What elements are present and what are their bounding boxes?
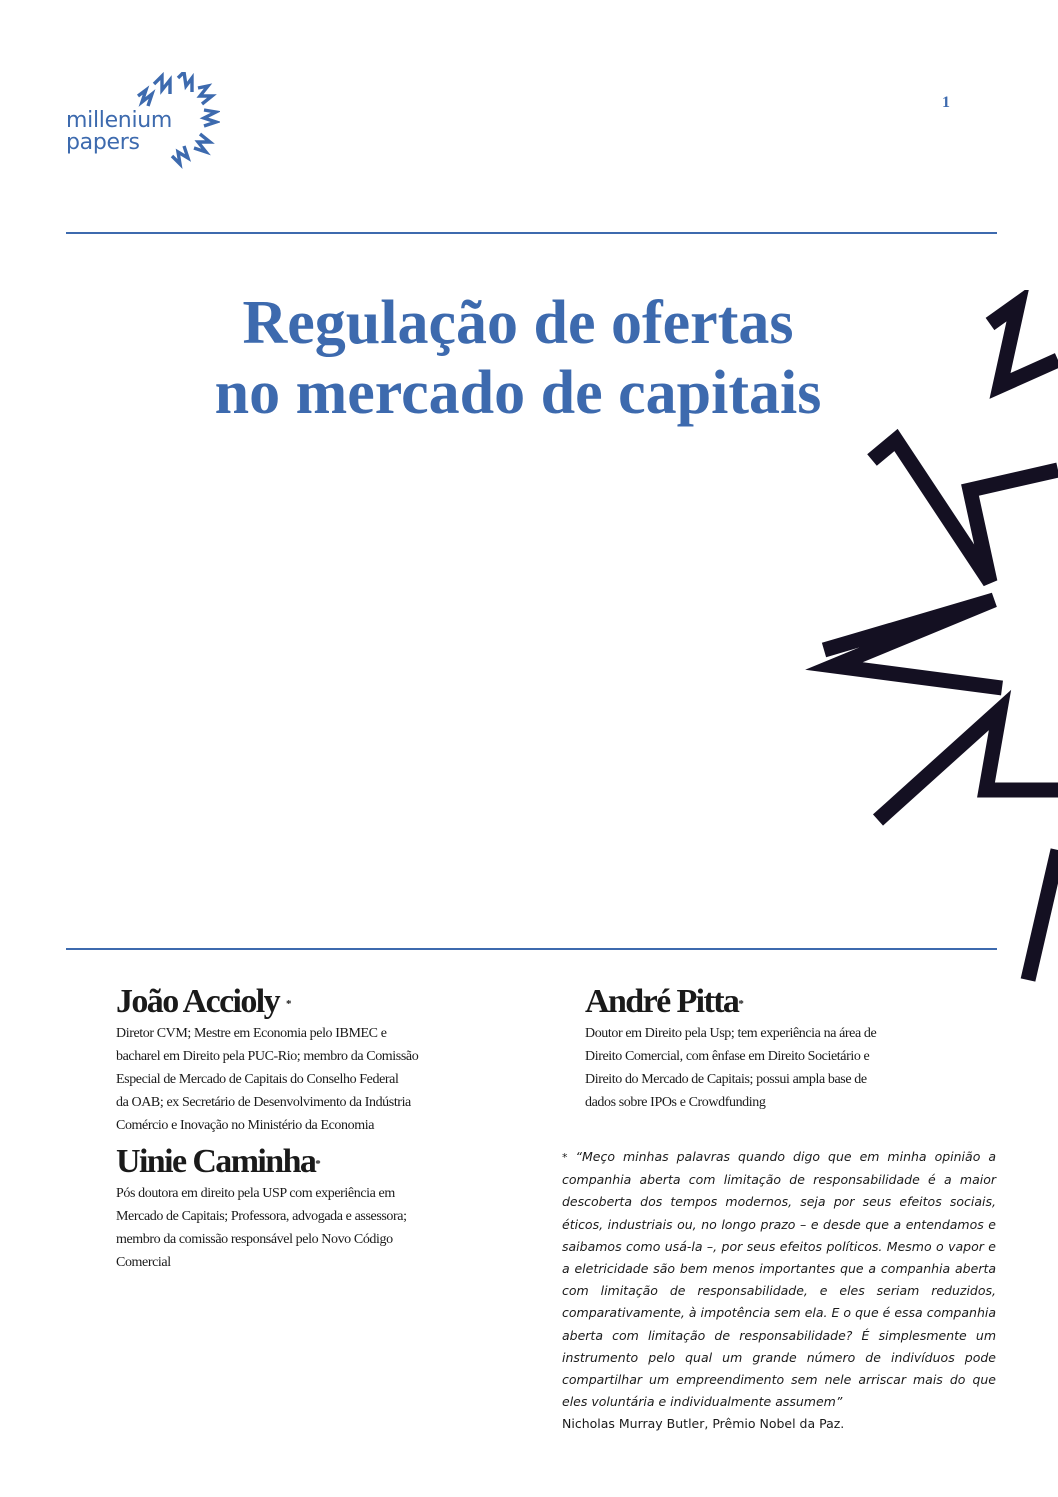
title-line-2: no mercado de capitais <box>214 359 822 427</box>
quote-attribution: Nicholas Murray Butler, Prêmio Nobel da Paz. <box>562 1416 845 1432</box>
millenium-papers-logo <box>66 72 226 172</box>
author-bio <box>116 1022 496 1137</box>
epigraph-quote <box>562 1146 996 1436</box>
author-bio <box>585 1022 965 1114</box>
bio-line: Doutor em Direito pela Usp; tem experiência na área de <box>585 1026 877 1041</box>
logo-text-millenium: millenium <box>66 108 173 133</box>
author-name: André Pitta* <box>585 983 744 1020</box>
top-divider <box>66 232 997 234</box>
quote-marker: * <box>562 1151 568 1164</box>
bio-line: Mercado de Capitais; Professora, advogada e assessora; <box>116 1209 407 1224</box>
bio-line: membro da comissão responsável pelo Novo Código <box>116 1232 393 1247</box>
author-uinie-caminha <box>116 1144 496 1274</box>
bio-line: Comercial <box>116 1255 171 1270</box>
bio-line: Comércio e Inovação no Ministério da Economia <box>116 1118 375 1133</box>
author-name: João Accioly * <box>116 983 292 1020</box>
author-joao-accioly <box>116 984 496 1137</box>
bio-line: dados sobre IPOs e Crowdfunding <box>585 1095 766 1110</box>
footnote-marker: * <box>738 998 744 1010</box>
bio-line: bacharel em Direito pela PUC-Rio; membro da Comissão <box>116 1049 419 1064</box>
author-bio <box>116 1182 496 1274</box>
bio-line: Diretor CVM; Mestre em Economia pelo IBMEC e <box>116 1026 387 1041</box>
bio-line: da OAB; ex Secretário de Desenvolvimento da Indústria <box>116 1095 411 1110</box>
logo-text-papers: papers <box>66 130 140 155</box>
bio-line: Direito do Mercado de Capitais; possui ampla base de <box>585 1072 867 1087</box>
author-name: Uinie Caminha* <box>116 1143 321 1180</box>
page-number: 1 <box>942 94 950 111</box>
author-andre-pitta <box>585 984 965 1114</box>
quote-body: “Meço minhas palavras quando digo que em minha opinião a companhia aberta com limitação de responsabilidade é a maior descoberta dos tempos modernos, seja por seus efeitos sociais, éticos, industriais ou, no longo prazo – e desde que a entendamos e saibamos como usá-la –, por seus efeitos políticos. Mesmo o vapor e a eletricidade são bem menos importantes que a companhia aberta com limitação de responsabilidade, e eles seriam reduzidos, comparativamente, à impotência sem ela. E o que é essa companhia aberta com limitação de responsabilidade? É simplesmente um instrumento pelo qual um grande número de indivíduos pode compartilhar um empreendimento sem nele arriscar mais do que eles voluntária e individualmente assumem” <box>562 1149 996 1410</box>
footnote-marker: * <box>315 1158 321 1170</box>
bio-line: Pós doutora em direito pela USP com experiência em <box>116 1186 395 1201</box>
bio-line: Especial de Mercado de Capitais do Conselho Federal <box>116 1072 399 1087</box>
quote-text <box>562 1146 996 1413</box>
footnote-marker: * <box>285 998 292 1010</box>
large-starburst-icon <box>800 290 1058 990</box>
title-line-1: Regulação de ofertas <box>242 289 794 357</box>
bio-line: Direito Comercial, com ênfase em Direito Societário e <box>585 1049 870 1064</box>
